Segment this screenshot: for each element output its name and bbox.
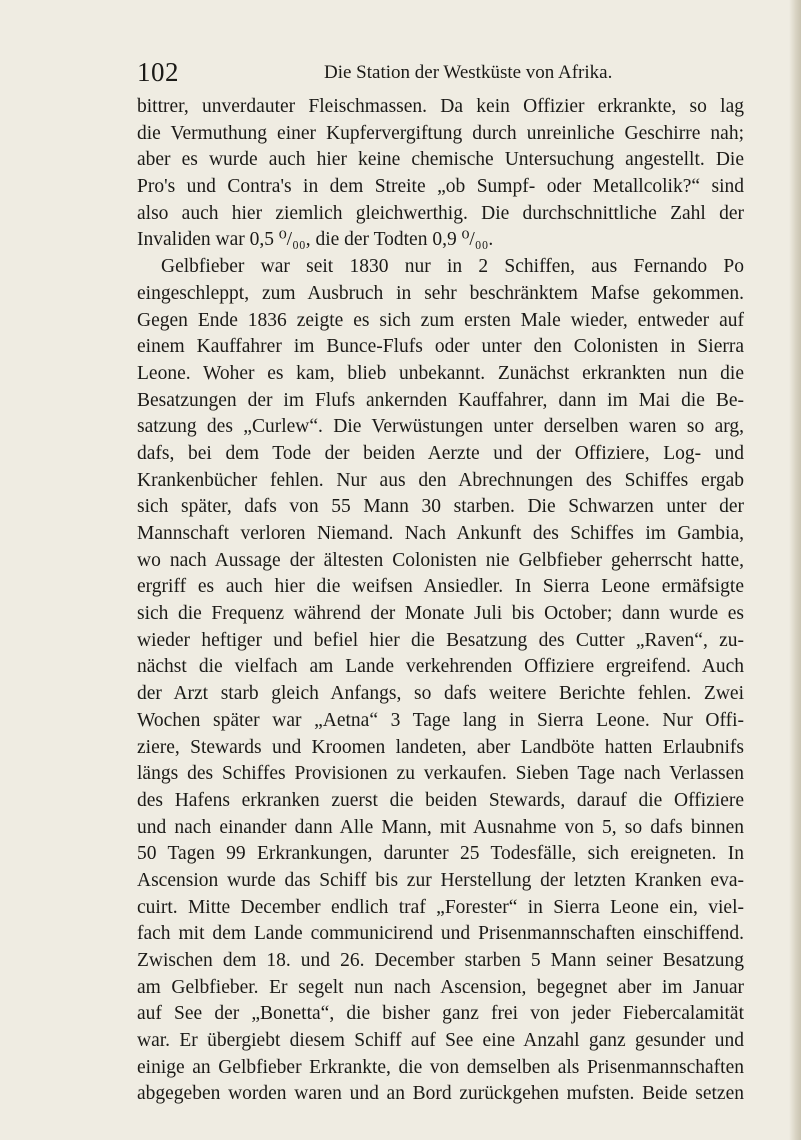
text-line: des Hafens erkranken zuerst die beiden Stewards, darauf die Offiziere xyxy=(137,789,744,811)
text-line: fach mit dem Lande communicirend und Prisenmannschaften einschiffend. xyxy=(137,923,744,945)
text-line: also auch hier ziemlich gleichwerthig. Die durchschnittliche Zahl der xyxy=(137,202,744,224)
text-line: bittrer, unverdauter Fleischmassen. Da kein Offizier erkrankte, so lag xyxy=(137,96,744,117)
text-line: Krankenbücher fehlen. Nur aus den Abrechnungen des Schiffes ergab xyxy=(137,469,744,491)
text-line: ziere, Stewards und Kroomen landeten, aber Landböte hatten Erlaubnifs xyxy=(137,736,744,758)
text-line: Besatzungen der im Flufs ankernden Kauffahrer, dann im Mai die Be- xyxy=(137,389,744,411)
text-line: Gelbfieber war seit 1830 nur in 2 Schiffen, aus Fernando Po xyxy=(161,256,744,278)
text-line: nächst die vielfach am Lande verkehrenden Offiziere ergreifend. Auch xyxy=(137,656,744,678)
text-line: 50 Tagen 99 Erkrankungen, darunter 25 Todesfälle, sich ereigneten. In xyxy=(137,843,744,865)
text-line: dafs, bei dem Tode der beiden Aerzte und der Offiziere, Log- und xyxy=(137,442,744,464)
text-line: und nach einander dann Alle Mann, mit Ausnahme von 5, so dafs binnen xyxy=(137,816,744,838)
text-line: Zwischen dem 18. und 26. December starben 5 Mann seiner Besatzung xyxy=(137,950,744,971)
text-line: längs des Schiffes Provisionen zu verkaufen. Sieben Tage nach Verlassen xyxy=(137,763,744,785)
text-line: Gegen Ende 1836 zeigte es sich zum ersten Male wieder, entweder auf xyxy=(137,309,744,331)
text-line: cuirt. Mitte December endlich traf „Forester“ in Sierra Leone ein, viel- xyxy=(137,896,744,918)
text-line: war. Er übergiebt diesem Schiff auf See eine Anzahl ganz gesunder und xyxy=(137,1030,744,1052)
text-line: satzung des „Curlew“. Die Verwüstungen unter derselben waren so arg, xyxy=(137,416,744,438)
text-line: eingeschleppt, zum Ausbruch in sehr beschränktem Mafse gekommen. xyxy=(137,282,744,304)
page-header xyxy=(137,56,737,88)
text-line: Invaliden war 0,5 ⁰/₀₀, die der Todten 0,9 ⁰/₀₀. xyxy=(137,229,494,251)
text-line: am Gelbfieber. Er segelt nun nach Ascension, begegnet aber im Januar xyxy=(137,976,744,998)
text-line: Pro's und Contra's in dem Streite „ob Sumpf- oder Metallcolik?“ sind xyxy=(137,176,744,198)
text-line: Leone. Woher es kam, blieb unbekannt. Zunächst erkrankten nun die xyxy=(137,362,744,384)
text-line: die Vermuthung einer Kupfervergiftung durch unreinliche Geschirre nah; xyxy=(137,122,744,144)
text-line: Mannschaft verloren Niemand. Nach Ankunft des Schiffes im Gambia, xyxy=(137,523,744,544)
page-number: 102 xyxy=(137,57,179,87)
text-line: auf See der „Bonetta“, die bisher ganz frei von jeder Fiebercalamität xyxy=(137,1003,744,1025)
text-line: wo nach Aussage der ältesten Colonisten nie Gelbfieber geherrscht hatte, xyxy=(137,549,744,571)
text-line: Wochen später war „Aetna“ 3 Tage lang in Sierra Leone. Nur Offi- xyxy=(137,709,744,731)
text-line: sich die Frequenz während der Monate Juli bis October; dann wurde es xyxy=(137,603,744,625)
body-text xyxy=(137,94,744,1108)
text-line: abgegeben worden waren und an Bord zurückgehen mufsten. Beide setzen xyxy=(137,1083,744,1105)
running-title: Die Station der Westküste von Afrika. xyxy=(324,62,613,83)
text-line: einem Kauffahrer im Bunce-Flufs oder unter den Colonisten in Sierra xyxy=(137,336,744,358)
text-line: wieder heftiger und befiel hier die Besatzung des Cutter „Raven“, zu- xyxy=(137,629,744,651)
page-edge-shadow xyxy=(789,0,801,1140)
text-line: sich später, dafs von 55 Mann 30 starben. Die Schwarzen unter der xyxy=(137,496,744,518)
text-line: ergriff es auch hier die weifsen Ansiedler. In Sierra Leone ermäfsigte xyxy=(137,576,744,598)
text-line: einige an Gelbfieber Erkrankte, die von demselben als Prisenmannschaften xyxy=(137,1056,744,1078)
text-line: der Arzt starb gleich Anfangs, so dafs weitere Berichte fehlen. Zwei xyxy=(137,683,744,705)
text-line: Ascension wurde das Schiff bis zur Herstellung der letzten Kranken eva- xyxy=(137,869,744,891)
text-line: aber es wurde auch hier keine chemische Untersuchung angestellt. Die xyxy=(137,149,744,171)
